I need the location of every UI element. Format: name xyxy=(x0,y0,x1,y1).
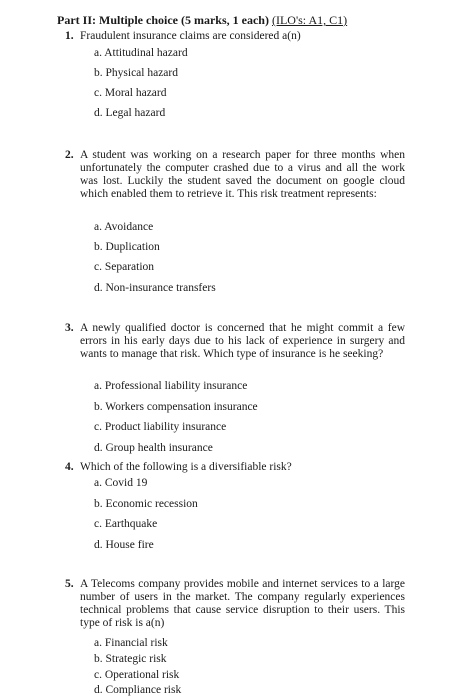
question-1-text: Fraudulent insurance claims are considered a(n) xyxy=(80,30,301,42)
question-2-option-b: b. Duplication xyxy=(94,241,160,253)
question-4-text: Which of the following is a diversifiable risk? xyxy=(80,461,292,473)
question-5-option-d: d. Compliance risk xyxy=(94,684,182,696)
question-4-option-a: a. Covid 19 xyxy=(94,477,148,489)
question-2-option-d: d. Non-insurance transfers xyxy=(94,282,216,294)
question-4-option-d: d. House fire xyxy=(94,539,154,551)
question-3-text: A newly qualified doctor is concerned that he might commit a few errors in his early days due to his lack of experience in surgery and wants to manage that risk. Which type of insurance is he seeking? xyxy=(80,322,405,360)
question-2-number: 2. xyxy=(65,149,74,161)
question-5-option-c: c. Operational risk xyxy=(94,669,180,681)
question-1-number: 1. xyxy=(65,30,74,42)
question-5-option-a: a. Financial risk xyxy=(94,637,168,649)
question-4-option-b: b. Economic recession xyxy=(94,498,198,510)
question-5-number: 5. xyxy=(65,578,74,590)
question-1-option-b: b. Physical hazard xyxy=(94,67,178,79)
question-3-option-d: d. Group health insurance xyxy=(94,442,213,454)
question-5-text: A Telecoms company provides mobile and internet services to a large number of users in the market. The company regularly experiences technical problems that cause service disruption to their users. This type of risk is a(n) xyxy=(80,578,405,629)
question-1-option-a: a. Attitudinal hazard xyxy=(94,47,188,59)
question-5-option-b: b. Strategic risk xyxy=(94,653,167,665)
question-1-option-c: c. Moral hazard xyxy=(94,87,167,99)
section-heading xyxy=(57,13,347,28)
question-3-number: 3. xyxy=(65,322,74,334)
question-3-option-a: a. Professional liability insurance xyxy=(94,380,248,392)
ilo-reference: (ILO's: A1, C1) xyxy=(271,13,348,27)
question-3-option-b: b. Workers compensation insurance xyxy=(94,401,258,413)
question-4-option-c: c. Earthquake xyxy=(94,518,158,530)
question-2-option-a: a. Avoidance xyxy=(94,221,154,233)
question-2-option-c: c. Separation xyxy=(94,261,155,273)
question-3-option-c: c. Product liability insurance xyxy=(94,421,227,433)
question-4-number: 4. xyxy=(65,461,74,473)
section-title: Part II: Multiple choice (5 marks, 1 each) xyxy=(57,13,272,27)
question-2-text: A student was working on a research paper for three months when unfortunately the computer crashed due to a virus and all the work was lost. Luckily the student saved the document on google cloud which enabled them to retrieve it. This risk treatment represents: xyxy=(80,149,405,200)
question-1-option-d: d. Legal hazard xyxy=(94,107,166,119)
